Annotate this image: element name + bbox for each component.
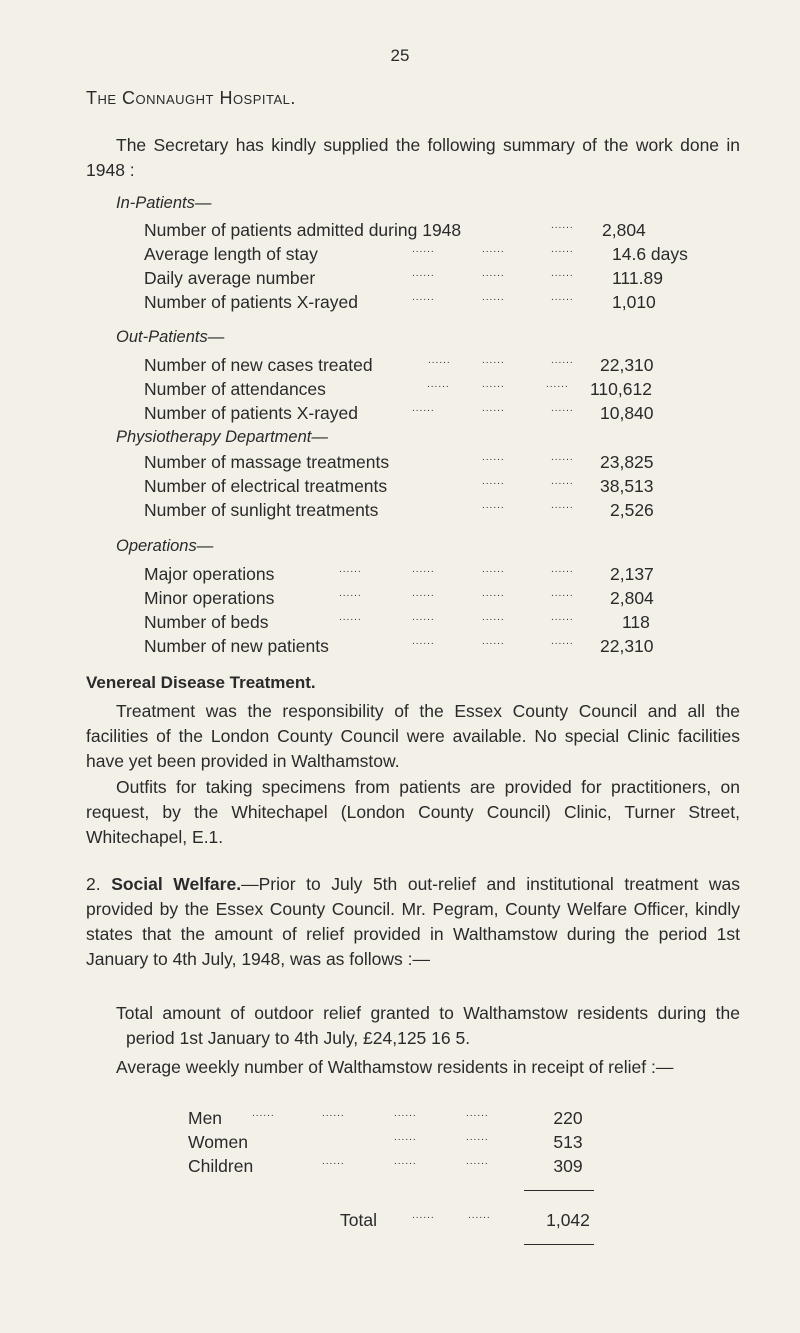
section-heading-venereal-disease: Venereal Disease Treatment. [86, 673, 316, 692]
table-row: Number of patients X-rayed ...... ...... ...... 1,010 [144, 292, 656, 312]
total-row: Total ...... ...... 1,042 [340, 1210, 590, 1230]
table-row: Major operations ...... ...... ...... ...... 2,137 [144, 564, 654, 584]
page-heading: The Connaught Hospital. [86, 88, 296, 108]
vd-paragraph-2: Outfits for taking specimens from patients are provided for practitioners, on request, by the Whitechapel (London County Council) Clinic, Turner Street, Whitechapel, E.1. [86, 777, 740, 847]
table-row: Number of sunlight treatments ...... ...... 2,526 [144, 500, 654, 520]
table-row: Number of new patients ...... ...... ...... 22,310 [144, 636, 654, 656]
section-title-out-patients: Out-Patients— [116, 328, 225, 346]
section-title-in-patients: In-Patients— [116, 194, 212, 212]
social-welfare-paragraph: 2. Social Welfare.—Prior to July 5th out-relief and institutional treatment was provided by the Essex County Council. Mr. Pegram, County Welfare Officer, kindly states that the amount of relief provided in Walthamstow during the period 1st January to 4th July, 1948, was as follows :— [86, 874, 740, 969]
table-row: Number of massage treatments ...... ...... 23,825 [144, 452, 654, 472]
total-relief-paragraph: Total amount of outdoor relief granted to Walthamstow residents during the period 1st January to 4th July, £24,125 16 5. [116, 1003, 740, 1048]
total-rule-bottom [524, 1244, 594, 1245]
table-row: Average length of stay ...... ...... ...... 14.6 days [144, 244, 688, 264]
vd-paragraph-1: Treatment was the responsibility of the Essex County Council and all the facilities of the London County Council were available. No special Clinic facilities have yet been provided in Walthamstow. [86, 701, 740, 771]
table-row: Minor operations ...... ...... ...... ...... 2,804 [144, 588, 654, 608]
social-welfare-heading: Social Welfare. [111, 874, 242, 894]
page-number: 25 [390, 46, 410, 65]
table-row: Men ...... ...... ...... ...... 220 [188, 1108, 583, 1128]
table-row: Women ...... ...... 513 [188, 1132, 583, 1152]
table-row: Number of patients admitted during 1948 ...... 2,804 [144, 220, 646, 240]
average-weekly-paragraph: Average weekly number of Walthamstow residents in receipt of relief :— [116, 1057, 674, 1077]
table-row: Number of new cases treated ...... ...... ...... 22,310 [144, 355, 654, 375]
section-title-operations: Operations— [116, 537, 214, 555]
intro-paragraph: The Secretary has kindly supplied the following summary of the work done in 1948 : [86, 135, 740, 180]
table-row: Number of beds ...... ...... ...... ...... 118 [144, 612, 650, 632]
table-row: Daily average number ...... ...... ...... 111.89 [144, 268, 663, 288]
table-row: Number of attendances ...... ...... ...... 110,612 [144, 379, 652, 399]
table-row: Number of electrical treatments ...... ...... 38,513 [144, 476, 654, 496]
total-rule-top [524, 1190, 594, 1191]
table-row: Children ...... ...... ...... 309 [188, 1156, 583, 1176]
section-title-physiotherapy: Physiotherapy Department— [116, 428, 328, 446]
table-row: Number of patients X-rayed ...... ...... ...... 10,840 [144, 403, 654, 423]
